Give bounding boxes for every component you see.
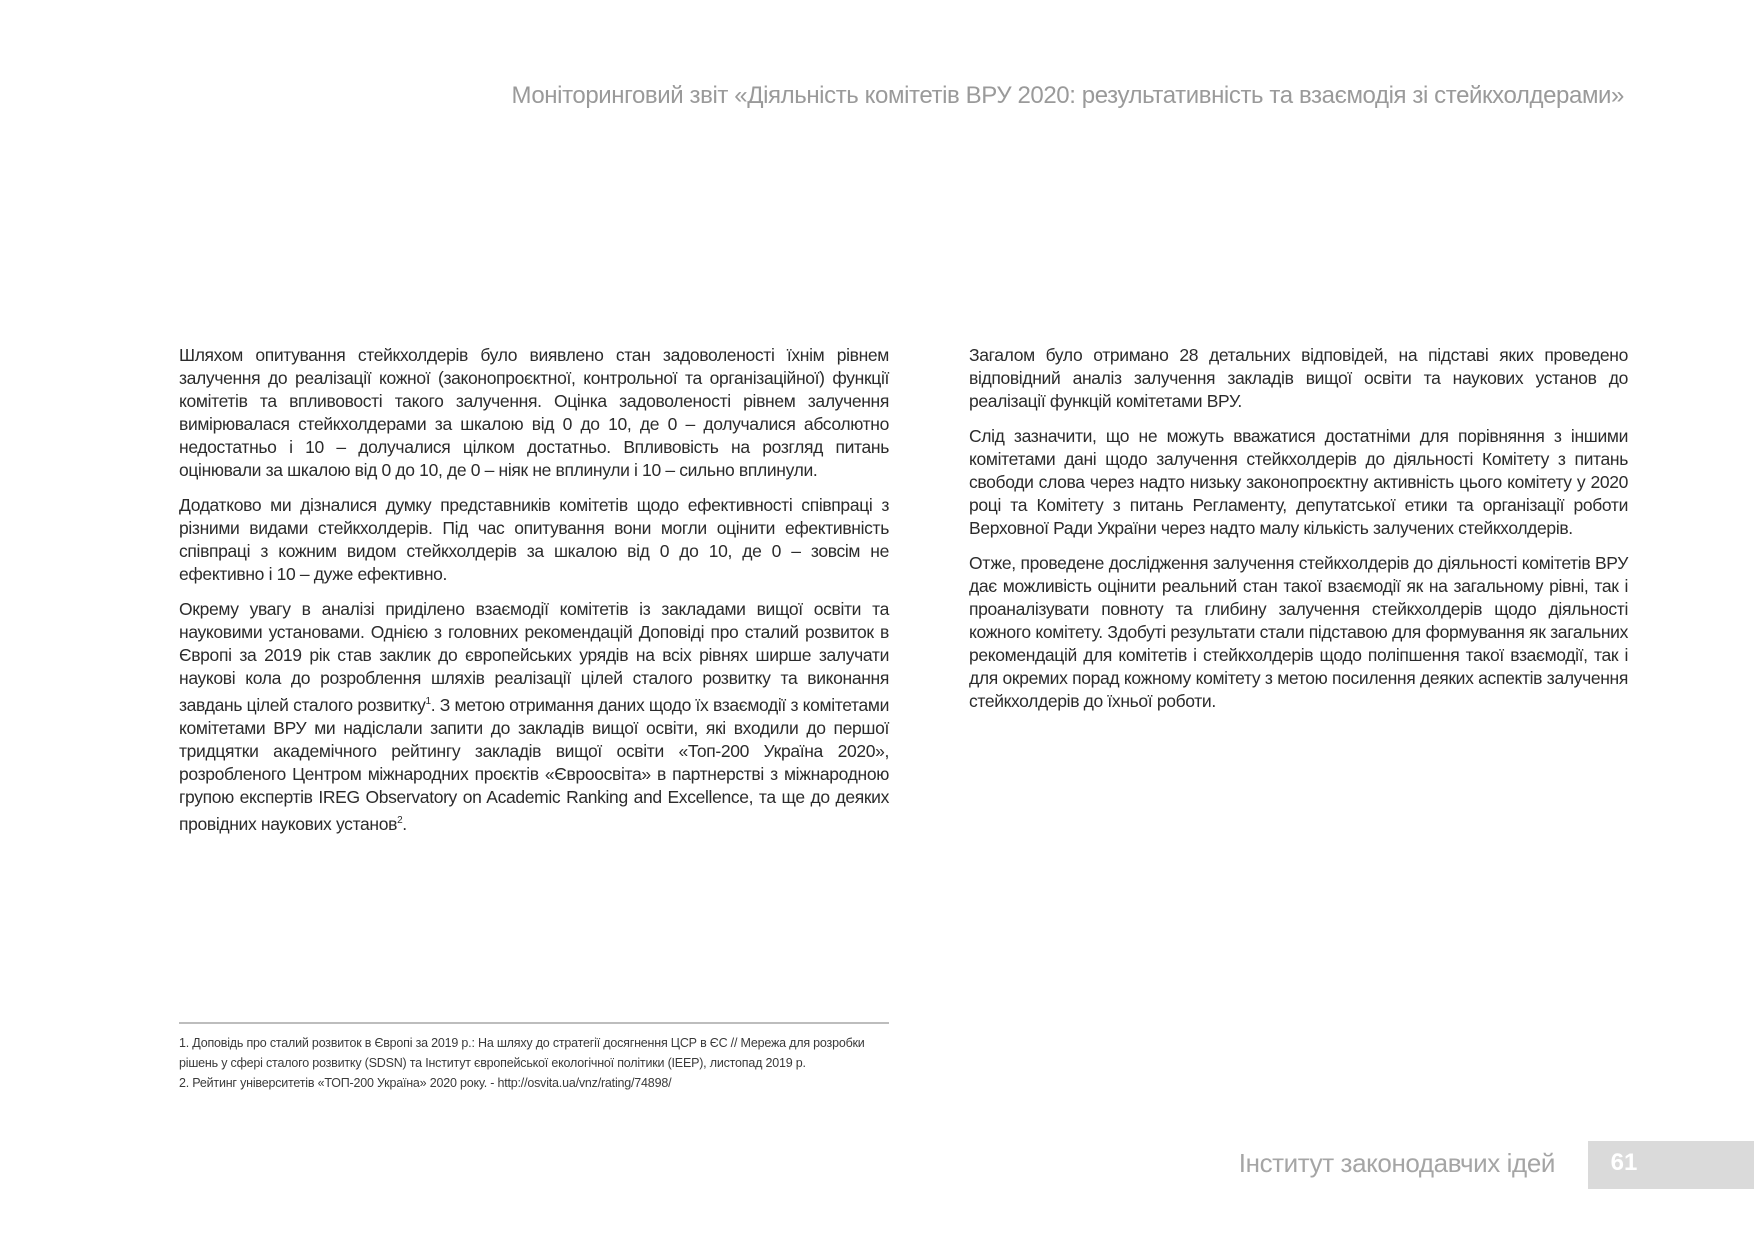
paragraph-text: Окрему увагу в аналізі приділено взаємодії комітетів із закладами вищої освіти та науковими установами. Однією з головних рекомендацій Доповіді про сталий розвиток в Європі за 2019 рік став заклик до європейських урядів на всіх рівнях ширше залучати наукові кола до розроблення шляхів реалізації цілей сталого розвитку та виконання завдань цілей сталого розвитку <box>179 599 889 715</box>
footnote-reference[interactable]: 1 <box>425 696 431 707</box>
footnote-2: 2. Рейтинг університетів «ТОП-200 Україна» 2020 року. - http://osvita.ua/vnz/rating/74898/ <box>179 1076 672 1090</box>
paragraph-text: . <box>402 813 407 834</box>
footnote-reference[interactable]: 2 <box>397 814 403 826</box>
page-number-badge <box>1588 1141 1754 1189</box>
footnote-divider <box>179 1022 889 1024</box>
left-column <box>179 344 889 848</box>
footer-organization: Інститут законодавчих ідей <box>1238 1148 1555 1178</box>
paragraph-text: . З метою отримання даних щодо їх взаємодії з комітетами комітетами ВРУ ми надіслали запити до закладів вищої освіти, які входили до першої тридцятки академічного рейтингу закладів вищої освіти «Топ-200 Україна 2020», розробленого Центром міжнародних проєктів «Євроосвіта» в партнерстві з міжнародною групою експертів IREG Observatory on Academic Ranking and Excellence, та ще до деяких провідних наукових установ <box>179 694 889 834</box>
running-header: Моніторинговий звіт «Діяльність комітетів ВРУ 2020: результативність та взаємодія зі стейкхолдерами» <box>511 82 1624 109</box>
paragraph: Шляхом опитування стейкхолдерів було виявлено стан задоволеності їхнім рівнем залучення до реалізації кожної (законопроєктної, контрольної та організаційної) функції комітетів та впливовості такого залучення. Оцінка задоволеності рівнем залучення вимірювалася стейкхолдерами за шкалою від 0 до 10, де 0 – долучалися абсолютно недостатньо і 10 – долучалися цілком достатньо. Впливовість на розгляд питань оцінювали за шкалою від 0 до 10, де 0 – ніяк не вплинули і 10 – сильно вплинули. <box>179 345 889 480</box>
paragraph: Отже, проведене дослідження залучення стейкхолдерів до діяльності комітетів ВРУ дає можливість оцінити реальний стан такої взаємодії як на загальному рівні, так і проаналізувати повноту та глибину залучення стейкхолдерів щодо діяльності кожного комітету. Здобуті результати стали підставою для формування як загальних рекомендацій для комітетів і стейкхолдерів щодо поліпшення такої взаємодії, так і для окремих порад кожному комітету з метою посилення деяких аспектів залучення стейкхолдерів до їхньої роботи. <box>969 553 1628 711</box>
paragraph <box>179 598 889 836</box>
footnote-1: 1. Доповідь про сталий розвиток в Європі за 2019 р.: На шляху до стратегії досягнення ЦСР в ЄС // Мережа для розробки рішень у сфері сталого розвитку (SDSN) та Інститут європейської екологічної політики (IEEP), листопад 2019 р. <box>179 1036 865 1070</box>
right-column <box>969 344 1628 725</box>
page-number: 61 <box>1610 1149 1638 1176</box>
footnotes <box>179 1033 879 1093</box>
paragraph: Загалом було отримано 28 детальних відповідей, на підставі яких проведено відповідний аналіз залучення закладів вищої освіти та наукових установ до реалізації функцій комітетами ВРУ. <box>969 345 1628 411</box>
paragraph: Додатково ми дізналися думку представників комітетів щодо ефективності співпраці з різними видами стейкхолдерів. Під час опитування вони могли оцінити ефективність співпраці з кожним видом стейкхолдерів за шкалою від 0 до 10, де 0 – зовсім не ефективно і 10 – дуже ефективно. <box>179 495 889 584</box>
paragraph: Слід зазначити, що не можуть вважатися достатніми для порівняння з іншими комітетами дані щодо залучення стейкхолдерів до діяльності Комітету з питань свободи слова через надто низьку законопроєктну активність цього комітету у 2020 році та Комітету з питань Регламенту, депутатської етики та організації роботи Верховної Ради України через надто малу кількість залучених стейкхолдерів. <box>969 426 1628 538</box>
